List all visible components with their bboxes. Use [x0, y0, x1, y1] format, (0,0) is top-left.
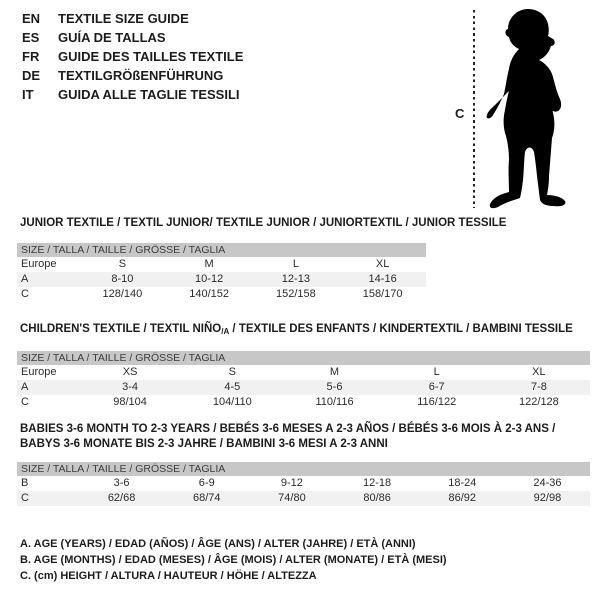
size-cell: L: [433, 366, 440, 378]
size-cell: XL: [532, 366, 546, 378]
table-row-europe: [17, 365, 590, 380]
table-row-europe: [17, 257, 426, 272]
row-label: C: [21, 396, 29, 408]
height-cell: 62/68: [107, 492, 136, 504]
row-label: C: [21, 288, 29, 300]
section-babies-textile: [17, 423, 590, 506]
lang-row-de: [22, 66, 243, 85]
height-cell: 86/92: [448, 492, 477, 504]
table-row-age: [17, 272, 426, 287]
row-label: A: [21, 273, 29, 285]
age-cell: 24-36: [533, 477, 562, 489]
lang-row-en: [22, 9, 243, 28]
size-cell: S: [118, 258, 127, 270]
height-cell: 152/158: [275, 288, 316, 300]
height-dashed-line: [473, 10, 475, 208]
height-cell: 68/74: [192, 492, 221, 504]
age-cell: 8-10: [111, 273, 134, 285]
row-label: Europe: [21, 366, 57, 378]
toddler-silhouette-icon: [482, 8, 576, 210]
height-cell: 140/152: [189, 288, 229, 300]
table-row-height: [17, 395, 590, 410]
section-junior-textile: [17, 217, 507, 302]
height-cell: 116/122: [417, 396, 457, 408]
age-cell: 3-4: [122, 381, 139, 393]
age-cell: 3-6: [113, 477, 130, 489]
size-cell: M: [204, 258, 214, 270]
legend-footnotes: [20, 536, 447, 584]
height-marker-label: C: [455, 106, 465, 121]
size-cell: XS: [122, 366, 138, 378]
size-header-bar: SIZE / TALLA / TAILLE / GRÖSSE / TAGLIA: [17, 243, 426, 257]
height-cell: 158/170: [362, 288, 403, 300]
size-header-bar: SIZE / TALLA / TAILLE / GRÖSSE / TAGLIA: [17, 351, 590, 365]
row-label: Europe: [21, 258, 57, 270]
size-guide-figure: [440, 0, 600, 215]
age-cell: 14-16: [368, 273, 397, 285]
size-header-bar: SIZE / TALLA / TAILLE / GRÖSSE / TAGLIA: [17, 462, 590, 476]
footnote-a: A. AGE (YEARS) / EDAD (AÑOS) / ÂGE (ANS) / ALTER (JAHRE) / ETÀ (ANNI): [20, 538, 416, 550]
lang-row-fr: [22, 47, 243, 66]
title-text: CHILDREN'S TEXTILE / TEXTIL NIÑO: [20, 323, 222, 335]
age-cell: 9-12: [280, 477, 303, 489]
lang-code: ES: [22, 30, 40, 45]
table-row-height: [17, 287, 426, 302]
height-cell: 110/116: [315, 396, 354, 408]
lang-title: TEXTILE SIZE GUIDE: [58, 11, 189, 26]
height-cell: 92/98: [533, 492, 562, 504]
language-header: [22, 9, 243, 104]
size-cell: S: [228, 366, 236, 378]
row-label: B: [21, 477, 29, 489]
table-row-age: [17, 380, 590, 395]
section-childrens-textile: [17, 323, 590, 410]
lang-title: GUIDE DES TAILLES TEXTILE: [58, 49, 244, 64]
section-title-line1: BABIES 3-6 MONTH TO 2-3 YEARS / BEBÉS 3-6 MESES A 2-3 AÑOS / BÉBÉS 3-6 MOIS À 2-3 ANS /: [20, 423, 556, 435]
lang-code: IT: [22, 87, 34, 102]
lang-code: DE: [22, 68, 41, 83]
title-subscript: /A: [221, 327, 230, 336]
age-cell: 12-13: [281, 273, 310, 285]
age-cell: 6-7: [428, 381, 445, 393]
section-title: [17, 323, 590, 338]
row-label: C: [21, 492, 29, 504]
row-label: A: [21, 381, 29, 393]
age-cell: 18-24: [448, 477, 477, 489]
title-text: / TEXTILE DES ENFANTS / KINDERTEXTIL / BAMBINI TESSILE: [229, 323, 573, 335]
age-cell: 5-6: [326, 381, 343, 393]
lang-code: FR: [22, 49, 40, 64]
height-cell: 128/140: [102, 288, 143, 300]
section-title-line2: BABYS 3-6 MONATE BIS 2-3 JAHRE / BAMBINI 3-6 MESI A 2-3 ANNI: [20, 438, 388, 450]
lang-row-it: [22, 85, 243, 104]
footnote-c: C. (cm) HEIGHT / ALTURA / HAUTEUR / HÖHE / ALTEZZA: [20, 570, 317, 582]
age-cell: 6-9: [198, 477, 215, 489]
size-cell: L: [292, 258, 299, 270]
height-cell: 104/110: [212, 396, 252, 408]
age-cell: 10-12: [195, 273, 224, 285]
lang-code: EN: [22, 11, 41, 26]
height-cell: 98/104: [113, 396, 147, 408]
table-row-age-months: [17, 476, 590, 491]
height-cell: 80/86: [363, 492, 391, 504]
lang-title: GUÍA DE TALLAS: [58, 30, 166, 45]
size-cell: M: [329, 366, 340, 378]
age-cell: 4-5: [224, 381, 241, 393]
section-title: JUNIOR TEXTILE / TEXTIL JUNIOR/ TEXTILE JUNIOR / JUNIORTEXTIL / JUNIOR TESSILE: [20, 217, 507, 229]
age-cell: 7-8: [530, 381, 547, 393]
footnote-b: B. AGE (MONTHS) / EDAD (MESES) / ÂGE (MOIS) / ALTER (MONATE) / ETÀ (MESI): [20, 554, 447, 566]
lang-title: GUIDA ALLE TAGLIE TESSILI: [58, 87, 240, 102]
table-row-height: [17, 491, 590, 506]
lang-row-es: [22, 28, 243, 47]
height-cell: 74/80: [278, 492, 306, 504]
lang-title: TEXTILGRÖßENFÜHRUNG: [58, 68, 224, 83]
age-cell: 12-18: [363, 477, 392, 489]
height-cell: 122/128: [519, 396, 559, 408]
size-cell: XL: [375, 258, 390, 270]
